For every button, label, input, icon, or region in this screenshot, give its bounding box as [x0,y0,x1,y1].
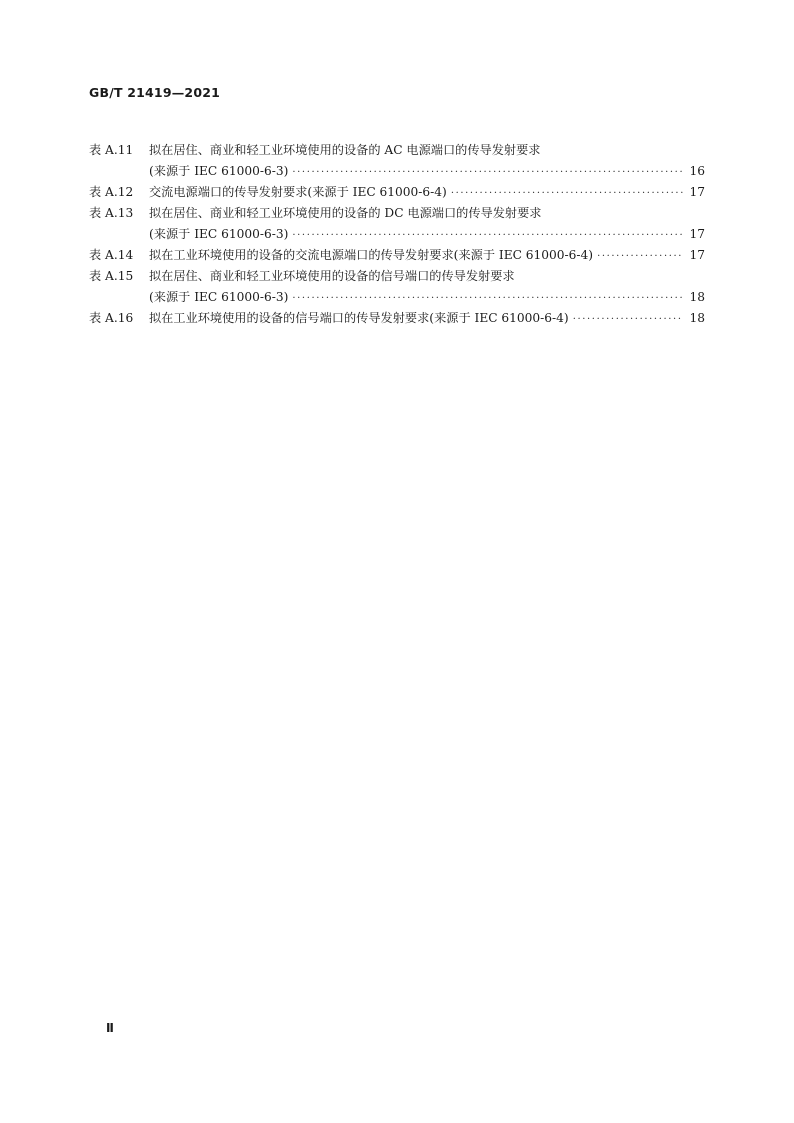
toc-title-continuation: (来源于 IEC 61000-6-3) [149,164,289,178]
dot-leader [597,246,683,267]
dot-leader [292,162,683,183]
table-of-contents [89,140,705,329]
page-number-footer: Ⅱ [106,1021,114,1035]
toc-number: 表 A.11 [89,143,134,157]
toc-entry-a14[interactable] [89,245,705,266]
toc-page-number: 18 [689,290,705,304]
toc-number: 表 A.12 [89,185,134,199]
toc-title: 拟在居住、商业和轻工业环境使用的设备的 DC 电源端口的传导发射要求 [149,206,542,220]
toc-number: 表 A.13 [89,206,134,220]
toc-page-number: 17 [689,227,705,241]
dot-leader [292,288,683,309]
toc-page-number: 17 [689,248,705,262]
toc-title-continuation: (来源于 IEC 61000-6-3) [149,227,289,241]
toc-page-number: 18 [689,311,705,325]
toc-number: 表 A.14 [89,248,134,262]
toc-page-number: 16 [689,164,705,178]
toc-title: 拟在工业环境使用的设备的交流电源端口的传导发射要求(来源于 IEC 61000-6-4) [149,248,594,262]
toc-title: 拟在居住、商业和轻工业环境使用的设备的信号端口的传导发射要求 [149,269,515,283]
toc-page-number: 17 [689,185,705,199]
toc-title: 交流电源端口的传导发射要求(来源于 IEC 61000-6-4) [149,185,447,199]
toc-entry-a15[interactable] [89,266,705,308]
toc-title: 拟在居住、商业和轻工业环境使用的设备的 AC 电源端口的传导发射要求 [149,143,541,157]
dot-leader [573,309,684,330]
toc-entry-a13[interactable] [89,203,705,245]
toc-entry-a16[interactable] [89,308,705,329]
toc-number: 表 A.15 [89,269,134,283]
toc-entry-a12[interactable] [89,182,705,203]
document-id: GB/T 21419—2021 [89,85,221,100]
toc-number: 表 A.16 [89,311,134,325]
dot-leader [292,225,683,246]
toc-title-continuation: (来源于 IEC 61000-6-3) [149,290,289,304]
toc-title: 拟在工业环境使用的设备的信号端口的传导发射要求(来源于 IEC 61000-6-4) [149,311,569,325]
toc-entry-a11[interactable] [89,140,705,182]
dot-leader [451,183,684,204]
